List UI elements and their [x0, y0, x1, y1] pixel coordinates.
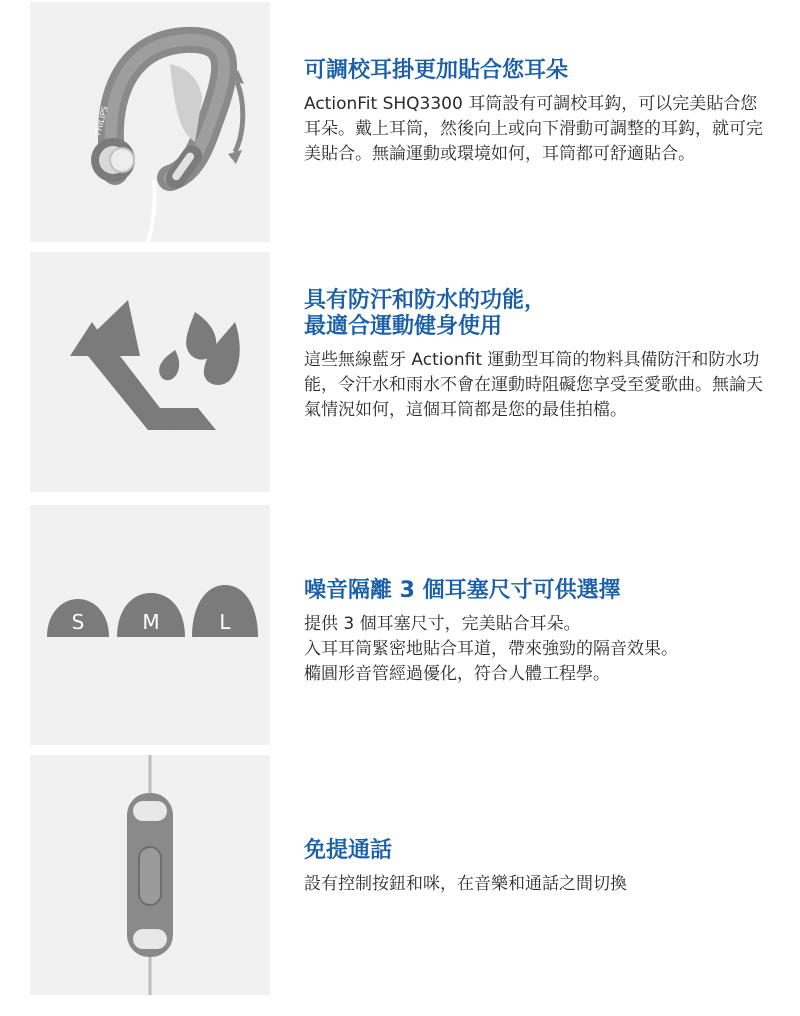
sweat-water-resistant-icon	[30, 252, 270, 492]
earhook-image	[30, 2, 270, 242]
size-label-s: S	[71, 610, 85, 634]
feature-description: ActionFit SHQ3300 耳筒設有可調校耳鈎，可以完美貼合您耳朵。戴上耳筒，然後向上或向下滑動可調整的耳鈎，就可完美貼合。無論運動或環境如何，耳筒都可舒適貼合。	[304, 94, 763, 164]
size-label-l: L	[219, 610, 231, 634]
feature-description: 提供 3 個耳塞尺寸，完美貼合耳朵。 入耳耳筒緊密地貼合耳道，帶來強勁的隔音效果。 橢圓形音管經過優化，符合人體工程學。	[304, 614, 678, 684]
size-label-m: M	[142, 610, 160, 634]
eartip-sizes-image	[30, 505, 270, 745]
remote-button	[139, 847, 161, 905]
inline-remote-mic-icon	[30, 755, 270, 995]
water-resistant-image	[30, 252, 270, 492]
eartip-sizes-icon	[30, 505, 270, 745]
feature-title: 可調校耳掛更加貼合您耳朵	[304, 58, 569, 83]
feature-description: 設有控制按鈕和咪，在音樂和通話之間切換	[304, 874, 627, 894]
feature-title: 具有防汗和防水的功能， 最適合運動健身使用	[304, 288, 547, 339]
brand-logo: PHILIPS	[93, 105, 110, 137]
inline-remote-image	[30, 755, 270, 995]
earhook-headphone-icon	[30, 2, 270, 242]
feature-description: 這些無線藍牙 Actionfit 運動型耳筒的物料具備防汗和防水功能，令汗水和雨水不會在運動時阻礙您享受至愛歌曲。無論天氣情況如何，這個耳筒都是您的最佳拍檔。	[304, 350, 763, 420]
feature-title: 噪音隔離 3 個耳塞尺寸可供選擇	[304, 578, 621, 603]
feature-title: 免提通話	[304, 838, 393, 863]
